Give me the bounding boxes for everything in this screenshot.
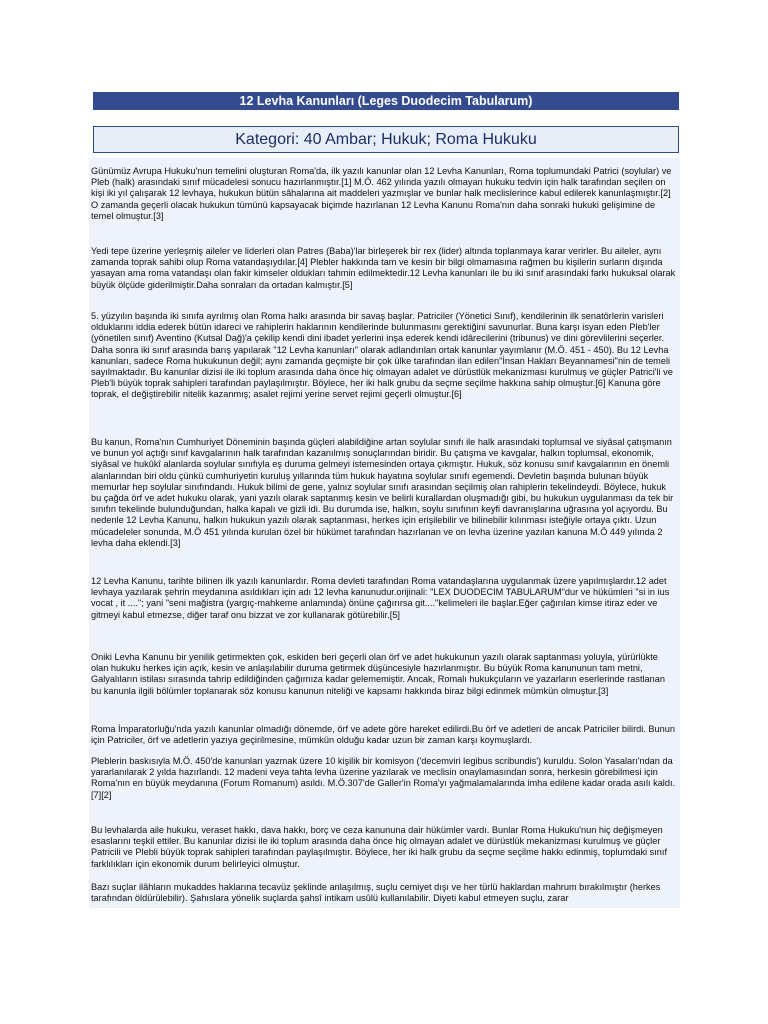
paragraph-3: 5. yüzyılın başında iki sınıfa ayrılmış olan Roma halkı arasında bir savaş başlar. Patriciler (Yönetici Sınıf), kendilerinin ilk senatörlerin varisleri olduklarını iddia ederek bütün idareci ve rahiplerin haklarının kendilerinde bulunmasını gerektiğini savunurlar. Buna karşı isyan eden Pleb'ler (yönetilen sınıf) Aventino (Kutsal Dağ)'a çekilip kendi dini ibadet yerlerini inşa ederek kendi idârecilerini (tribunus) ve dini görevlilerini seçerler. Daha sonra iki sınıf arasında barış yapılarak "12 Levha kanunları" olarak adlandırılan ortak kanunlar yayımlanır (M.Ö. 451 - 450). Bu 12 Levha kanunları, sadece Roma hukukunun değil; aynı zamanda geçmişte bir çok ülke tarafından ilan edilen"İnsan Hakları Beyannamesi"nin de temeli sayılmaktadır. Bu kanunlar dizisi ile iki toplum arasında daha önce hiç olmayan adalet ve dürüstlük mekanizması kurulmuş ve güçler Patrici'li ve Pleb'li büyük toprak sahipleri tarafından paylaşılmıştır. Böylece, her iki halk grubu da seçme seçilme hakkına sahip olmuştur.[6] Kanuna göre toprak, el değiştirebilir nitelik kazanmış; asalet rejimi yerine servet rejimi geçerli olmuştur.[6] [91,311,673,400]
paragraph-2: Yedi tepe üzerine yerleşmiş aileler ve liderleri olan Patres (Baba)'lar birleşerek bir rex (lider) altında toplanmaya karar verirler. Bu aileler, aynı zamanda toprak sahibi olup Roma vatandaşıydılar.[4] Plebler hakkında tam ve kesin bir bilgi olmamasına rağmen bu kişilerin surların dışında yasayan ama roma vatandaşı olan fakir kimseler oldukları tahmin edilmektedir.12 Levha kanunları ile bu iki sınıf arasındaki farkı hukuksal olarak büyük ölçüde giderilmiştir.Daha sonraları da ortadan kalmıştır.[5] [91,246,676,290]
paragraph-1: Günümüz Avrupa Hukuku'nun temelini oluşturan Roma'da, ilk yazılı kanunlar olan 12 Levha Kanunları, Roma toplumundaki Patrici (soylular) ve Pleb (halk) arasındaki sınıf mücadelesi sonucu hazırlanmıştır.[1] M.Ö. 462 yılında yazılı olmayan hukuku tedvin için halk tarafından seçilen on kişi iki yıl çalışarak 12 levhaya, hukukun bütün sâhalarına ait maddeleri yazmışlar ve bunlar halk meclislerince kabul edilerek kanunlaşmıştır.[2] O zamanda geçerli olacak hukukun tümünü kapsayacak biçimde hazırlanan 12 Levha Kanunu Roma'nın daha sonraki hukuki gelişimine de temel olmuştur.[3] [91,166,672,221]
paragraph-5: 12 Levha Kanunu, tarihte bilinen ilk yazılı kanunlardır. Roma devleti tarafından Roma vatandaşlarına uygulanmak üzere yapılmışlardır.12 adet levhaya yazılarak şehrin meydanına asıldıkları için adı 12 levha kanunudur.orijinali: "LEX DUODECIM TABULARUM"dur ve hükümleri "si in ius vocat , it ...."; yani "seni mağistra (yargıç-mahkeme anlamında) önüne çağırırsa git...."kelimeleri ile başlar.Eğer çağırılan kimse itiraz eder ve gitmeyi kabul etmezse, diğer taraf onu bizzat ve zor kullanarak götürebilir.[5] [91,576,670,620]
paragraph-9: Bu levhalarda aile hukuku, veraset hakkı, dava hakkı, borç ve ceza kanununa dair hükümler vardı. Bunlar Roma Hukuku'nun hiç değişmeyen esaslarını teşkil ettiler. Bu kanunlar dizisi ile iki toplum arasında daha önce hiç olmayan adalet ve dürüstlük mekanizması kurulmuş ve güçler Patricili ve Plebli büyük toprak sahipleri tarafından paylaşılmıştır. Böylece, her iki halk grubu da seçme seçilme hakkı edinmiş, toplumdaki sınıf farklılıkları için ekonomik durum belirleyici olmuştur. [91,825,668,869]
paragraph-4: Bu kanun, Roma'nın Cumhuriyet Döneminin başında güçleri alabildiğine artan soylular sınıfı ile halk arasındaki toplumsal ve siyâsal çatışmanın ve bunun yol açtığı sınıf kavgalarının halk tarafından kazanılmış sonuçlarından biridir. Bu çatışma ve kavgalar, halkın toplumsal, ekonomik, siyâsal ve hukûkî alanlarda soylular sınıfıyla eş duruma gelmeyi istemesinden ortaya çıkmıştır. Hukuk, söz konusu sınıf kavgalarının en önemli alanlarından biri oldu çünkü cumhuriyetin kuruluş yıllarında tüm hukuk hayatına soylular sınıfı egemendi. Devletin başında bulunan büyük memurlar hep soylular sınıfındandı. Hukuk bilimi de gene, yalnız soylular sınıfı arasından seçilmiş olan rahiplerin tekelindeydi. Böylece, hukuk bu çağda örf ve adet hukuku olarak, yani yazılı olarak saptanmış kesin ve belirli kurallardan oluşmadığı gibi, bu hukukun uygulanması da tek bir sınıfın tekelinde bulunduğundan, halka kapalı ve gizli idi. Bu durumda ise, halkın, soylu sınıfının keyfi davranışlarına uğrasına yol açıyordu. Bu nedenle 12 Levha Kanunu, halkın hukukun yazılı olarak saptanması, herkes için erişilebilir ve bilinebilir kılınması isteğiyle ortaya çıktı. Uzun mücadeleler sonunda, M.Ö 451 yılında kurulan özel bir hükümet tarafından hazırlanan ve on levha üzerine yazılan kanuna M.Ö 449 yılında 2 levha daha eklendi.[3] [91,437,674,548]
paragraph-8: Pleblerin baskısıyla M.Ö. 450'de kanunları yazmak üzere 10 kişilik bir komisyon ('decemviri legibus scribundis') kuruldu. Solon Yasaları'ndan da yararlanılarak 2 yılda hazırlandı. 12 madeni veya tahta levha üzerine yazılarak ve meclisin onaylamasından sonra, herkesin görebilmesi için Roma'nın en büyük meydanına (Forum Romanum) asıldı. M.Ö.307'de Galler'in Roma'yı yağmalamalarında imha edilene kadar orada asılı kaldı.[7][2] [91,756,676,800]
paragraph-10: Bazı suçlar ilâhların mukaddes haklarına tecavüz şeklinde anlaşılmış, suçlu cemiyet dışı ve her türlü haklardan mahrum bırakılmıştır (herkes tarafından öldürülebilir). Şahıslara yönelik suçlarda şahsî intikam usûlü kullanılabilir. Diyeti kabul etmeyen suçlu, zarar [91,882,661,904]
paragraph-7: Roma İmparatorluğu'nda yazılı kanunlar olmadığı dönemde, örf ve adete göre hareket edilirdi.Bu örf ve adetleri de ancak Patriciler bilirdi. Bunun için Patriciler, örf ve adetlerin yazıya geçirilmesine, mümkün olduğu kadar uzun bir zaman karşı koymuşlardı. [91,724,675,746]
paragraph-6: Oniki Levha Kanunu bir yenilik getirmekten çok, eskiden beri geçerli olan örf ve adet hukukunun yazılı olarak saptanması yoluyla, yürürlükte olan hukuku herkes için açık, kesin ve anlaşılabilir duruma getirmek düşüncesiyle hazırlanmıştır. Bu büyük Roma kanununun tam metni, Galyalıların istilası sırasında tahrip edildiğinden çağımıza kadar gelememiştir. Ancak, Romalı hukukçuların ve yazarların eserlerinde rastlanan bu kanunla ilgili bölümler toplanarak söz konusu kanunun niteliği ve kapsamı hakkında biraz bilgi edinmek mümkün olmuştur.[3] [91,652,665,696]
category-heading[interactable]: Kategori: 40 Ambar; Hukuk; Roma Hukuku [93,126,679,153]
page-title: 12 Levha Kanunları (Leges Duodecim Tabularum) [93,92,679,110]
